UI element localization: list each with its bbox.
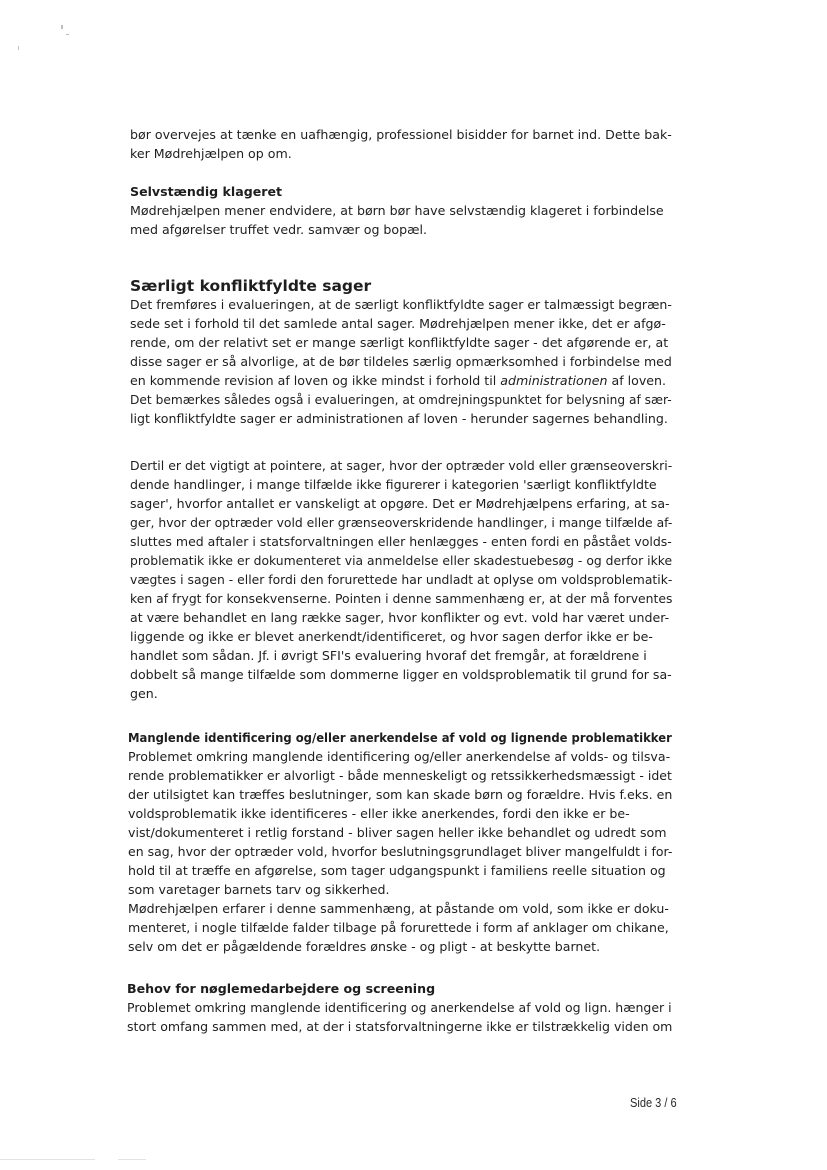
paragraph-line: dobbelt så mange tilfælde som dommerne ligger en voldsproblematik til grund for sa-: [130, 667, 672, 682]
section-heading: Selvstændig klageret: [130, 184, 283, 199]
section-heading: Behov for nøglemedarbejdere og screening: [127, 981, 436, 996]
text-run: en kommende revision af loven og ikke mindst i forhold til: [130, 373, 501, 388]
paragraph-line: dende handlinger, i mange tilfælde ikke figurerer i kategorien 'særligt konfliktfyldte: [130, 477, 657, 492]
paragraph-line: rende, om der relativt set er mange særligt konfliktfyldte sager - det afgørende er, at: [130, 335, 669, 350]
paragraph-line: ligt konfliktfyldte sager er administrationen af loven - herunder sagernes behandling.: [130, 411, 668, 426]
intro-line: bør overvejes at tænke en uafhængig, professionel bisidder for barnet ind. Dette bak-: [130, 127, 672, 142]
text-run: af loven.: [607, 373, 667, 388]
paragraph-line: Mødrehjælpen erfarer i denne sammenhæng, at påstande om vold, som ikke er doku-: [128, 901, 669, 916]
scan-speck: [66, 34, 69, 35]
paragraph-line: Problemet omkring manglende identificering og/eller anerkendelse af volds- og tilsva-: [128, 749, 671, 764]
section-heading: Manglende identificering og/eller anerkendelse af vold og lignende problematikker: [128, 730, 672, 745]
paragraph-line: at være behandlet en lang række sager, hvor konflikter og evt. vold har været under-: [130, 610, 670, 625]
intro-line: ker Mødrehjælpen op om.: [130, 146, 292, 161]
paragraph-line: selv om det er pågældende forældres ønske - og pligt - at beskytte barnet.: [128, 939, 601, 954]
paragraph-line: en sag, hvor der optræder vold, hvorfor beslutningsgrundlaget bliver mangelfuldt i for-: [128, 844, 673, 859]
paragraph-line: vægtes i sagen - eller fordi den forurettede har undladt at oplyse om voldsproblematik-: [130, 572, 673, 587]
paragraph-line: Mødrehjælpen mener endvidere, at børn bør have selvstændig klageret i forbindelse: [130, 203, 664, 218]
paragraph-line: sede set i forhold til det samlede antal sager. Mødrehjælpen mener ikke, det er afgø-: [130, 316, 666, 331]
paragraph-line: liggende og ikke er blevet anerkendt/identificeret, og hvor sagen derfor ikke er be-: [130, 629, 653, 644]
paragraph-line: handlet som sådan. Jf. i øvrigt SFI's evaluering hvoraf det fremgår, at forældrene i: [130, 648, 647, 663]
paragraph-line: vist/dokumenteret i retlig forstand - bliver sagen heller ikke behandlet og udredt som: [128, 825, 667, 840]
paragraph-line: Det fremføres i evalueringen, at de særligt konfliktfyldte sager er talmæssigt begræn-: [130, 297, 672, 312]
paragraph-line: disse sager er så alvorlige, at de bør tildeles særlig opmærksomhed i forbindelse med: [130, 354, 672, 369]
paragraph-line: rende problematikker er alvorligt - både menneskeligt og retssikkerhedsmæssigt - idet: [128, 768, 672, 783]
paragraph-line: ger, hvor der optræder vold eller grænseoverskridende handlinger, i mange tilfælde af-: [130, 515, 673, 530]
paragraph-line: menteret, i nogle tilfælde falder tilbage på forurettede i form af anklager om chikane,: [128, 920, 669, 935]
paragraph-line: [130, 371, 666, 390]
paragraph-line: problematik ikke er dokumenteret via anmeldelse eller skadestuebesøg - og derfor ikke: [130, 553, 673, 568]
scan-speck: [61, 25, 63, 29]
paragraph-line: sluttes med aftaler i statsforvaltningen eller henlægges - enten fordi en påstået volds-: [130, 534, 672, 549]
paragraph-line: Problemet omkring manglende identificering og anerkendelse af vold og lign. hænger i: [127, 1000, 672, 1015]
scan-speck: [18, 46, 19, 50]
paragraph-line: hold til at træffe en afgørelse, som tager udgangspunkt i familiens reelle situation og: [128, 863, 666, 878]
paragraph-line: gen.: [130, 686, 158, 701]
paragraph-line: voldsproblematik ikke identificeres - eller ikke anerkendes, fordi den ikke er be-: [128, 806, 630, 821]
paragraph-line: stort omfang sammen med, at der i statsforvaltningerne ikke er tilstrækkelig viden om: [127, 1019, 673, 1034]
paragraph-line: sager', hvorfor antallet er vanskeligt at opgøre. Det er Mødrehjælpens erfaring, at sa-: [130, 496, 670, 511]
paragraph-line: Dertil er det vigtigt at pointere, at sager, hvor der optræder vold eller grænseoverskri-: [130, 458, 673, 473]
page-number: Side 3 / 6: [630, 1095, 677, 1110]
section-title: Særligt konfliktfyldte sager: [130, 277, 372, 295]
scan-edge: [118, 1159, 146, 1160]
paragraph-line: som varetager barnets tarv og sikkerhed.: [128, 882, 390, 897]
paragraph-line: med afgørelser truffet vedr. samvær og bopæl.: [130, 222, 427, 237]
paragraph-line: Det bemærkes således også i evalueringen, at omdrejningspunktet for belysning af sær-: [130, 392, 672, 407]
emphasis-text: administrationen: [500, 373, 608, 388]
paragraph-line: der utilsigtet kan træffes beslutninger, som kan skade børn og forældre. Hvis f.eks. en: [128, 787, 673, 802]
scan-edge: [0, 1159, 95, 1160]
paragraph-line: ken af frygt for konsekvenserne. Pointen i denne sammenhæng er, at der må forventes: [130, 591, 673, 606]
